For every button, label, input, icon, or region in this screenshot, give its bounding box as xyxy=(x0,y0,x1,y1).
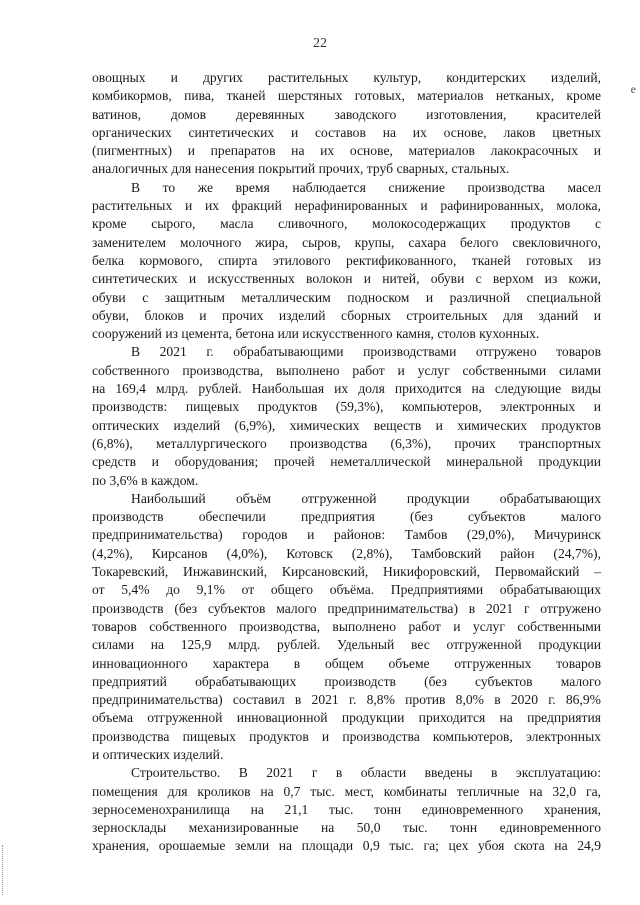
text-line: Строительство. В 2021 г в области введены в эксплуатацию: xyxy=(131,765,601,781)
text-line: средств и оборудования; прочей неметаллической минеральной продукции xyxy=(92,454,601,470)
text-line: объема отгруженной инновационной продукции приходится на предприятия xyxy=(92,710,601,726)
text-line: обуви, блоков и прочих изделий сборных строительных для зданий и xyxy=(92,307,601,323)
text-line: (6,8%), металлургического производства (6,3%), прочих транспортных xyxy=(92,435,601,451)
text-line: аналогичных для нанесения покрытий прочих, труб сварных, стальных. xyxy=(92,161,510,177)
text-line: инновационного характера в общем объеме отгруженных товаров xyxy=(92,655,601,671)
text-line: овощных и других растительных культур, кондитерских изделий, xyxy=(92,70,601,85)
text-line: В то же время наблюдается снижение производства масел xyxy=(131,179,601,195)
scan-artifact xyxy=(2,845,9,895)
text-line: синтетических и искусственных волокон и нитей, обуви с верхом из кожи, xyxy=(92,271,601,287)
text-line: собственного производства, выполнено работ и услуг собственными силами xyxy=(92,362,601,378)
text-line: растительных и их фракций нерафинированных и рафинированных, молока, xyxy=(92,198,601,214)
text-line: (пигментных) и препаратов на их основе, материалов лакокрасочных и xyxy=(92,143,601,159)
text-line: В 2021 г. обрабатывающими производствами отгружено товаров xyxy=(131,344,601,360)
text-line: по 3,6% в каждом. xyxy=(92,472,199,488)
text-line: от 5,4% до 9,1% от общего объёма. Предприятиями обрабатывающих xyxy=(92,582,601,598)
body-text xyxy=(92,69,601,856)
edge-mark: е xyxy=(630,82,636,96)
text-line: помещения для кроликов на 0,7 тыс. мест, комбинаты тепличные на 32,0 га, xyxy=(92,783,601,799)
text-line: сооружений из цемента, бетона или искусственного камня, столов кухонных. xyxy=(92,326,540,342)
text-line: хранения, орошаемые земли на площади 0,9 тыс. га; цех убоя скота на 24,9 xyxy=(92,838,601,854)
text-line: предприятий обрабатывающих производств (без субъектов малого xyxy=(92,673,601,689)
text-line: Токаревский, Инжавинский, Кирсановский, Никифоровский, Первомайский – xyxy=(92,564,601,580)
text-line: зерносклады механизированные на 50,0 тыс. тонн единовременного xyxy=(92,820,601,836)
page-number: 22 xyxy=(313,36,327,51)
text-line: предпринимательства) городов и районов: Тамбов (29,0%), Мичуринск xyxy=(92,527,601,543)
text-line: кроме сырого, масла сливочного, молокосодержащих продуктов с xyxy=(92,216,601,232)
text-line: производств (без субъектов малого предпринимательства) в 2021 г отгружено xyxy=(92,600,601,616)
text-line: (4,2%), Кирсанов (4,0%), Котовск (2,8%), Тамбовский район (24,7%), xyxy=(92,545,601,561)
text-line: обуви с защитным металлическим подноском и различной специальной xyxy=(92,289,601,305)
text-line: белка кормового, спирта этилового ректификованного, тканей готовых из xyxy=(92,252,601,268)
text-line: силами на 125,9 млрд. рублей. Удельный вес отгруженной продукции xyxy=(92,637,601,653)
text-line: и оптических изделий. xyxy=(92,746,224,762)
text-line: производств обеспечили предприятия (без субъектов малого xyxy=(92,509,601,525)
text-line: зерносеменохранилища на 21,1 тыс. тонн единовременного хранения, xyxy=(92,801,601,817)
text-line: предпринимательства) составил в 2021 г. 8,8% против 8,0% в 2020 г. 86,9% xyxy=(92,692,601,708)
text-line: ватинов, домов деревянных заводского изготовления, красителей xyxy=(92,106,601,122)
text-line: заменителем молочного жира, сыров, крупы, сахара белого свекловичного, xyxy=(92,234,601,250)
text-line: производств: пищевых продуктов (59,3%), компьютеров, электронных и xyxy=(92,399,601,415)
text-line: комбикормов, пива, тканей шерстяных готовых, материалов нетканых, кроме xyxy=(92,88,601,104)
text-line: производства пищевых продуктов и производства компьютеров, электронных xyxy=(92,728,601,744)
text-line: на 169,4 млрд. рублей. Наибольшая их доля приходится на следующие виды xyxy=(92,381,601,397)
text-line: товаров собственного производства, выполнено работ и услуг собственными xyxy=(92,618,601,634)
text-line: оптических изделий (6,9%), химических веществ и химических продуктов xyxy=(92,417,601,433)
text-line: органических синтетических и составов на их основе, лаков цветных xyxy=(92,124,601,140)
text-line: Наибольший объём отгруженной продукции обрабатывающих xyxy=(131,490,601,506)
